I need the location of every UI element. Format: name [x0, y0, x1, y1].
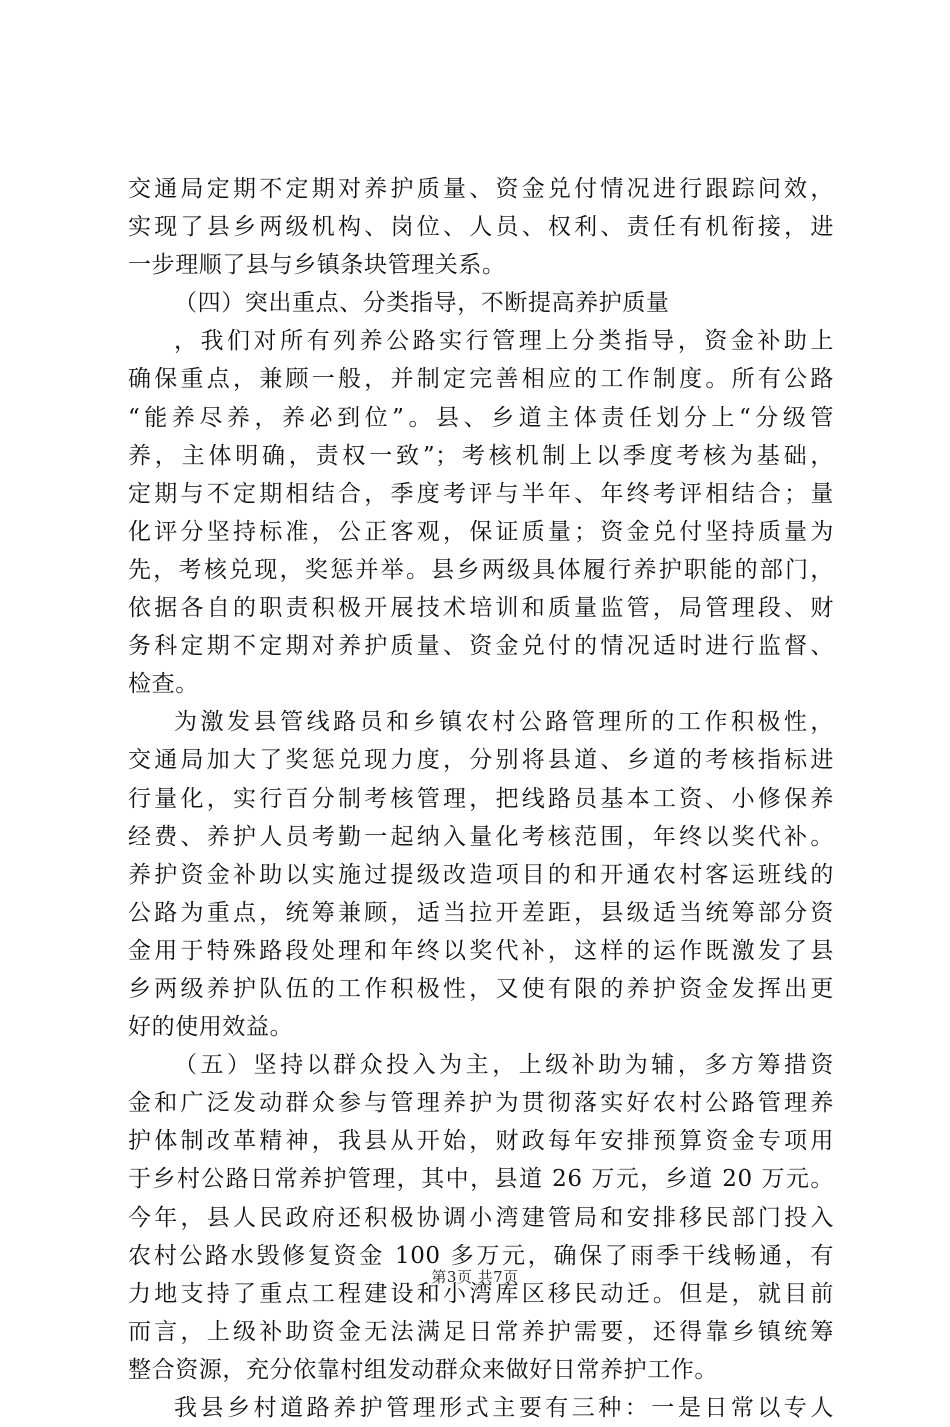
- text-line: 养护资金补助以实施过提级改造项目的和开通农村客运班线的: [128, 861, 834, 888]
- text-line: 护体制改革精神，我县从开始，财政每年安排预算资金专项用: [128, 1128, 834, 1155]
- text-line: 务科定期不定期对养护质量、资金兑付的情况适时进行监督、: [128, 633, 834, 660]
- text-line: 实现了县乡两级机构、岗位、人员、权利、责任有机衔接，进: [128, 214, 834, 241]
- page-number-footer: 第3页 共7页: [431, 1268, 519, 1286]
- text-line: 整合资源，充分依靠村组发动群众来做好日常养护工作。: [128, 1356, 718, 1383]
- text-line: 为激发县管线路员和乡镇农村公路管理所的工作积极性，: [174, 709, 834, 736]
- section-heading: （四）突出重点、分类指导，不断提高养护质量: [174, 290, 670, 317]
- text-line: 金用于特殊路段处理和年终以奖代补，这样的运作既激发了县: [128, 937, 834, 964]
- text-line: 交通局加大了奖惩兑现力度，分别将县道、乡道的考核指标进: [128, 747, 834, 774]
- text-line: “能养尽养，养必到位”。县、乡道主体责任划分上“分级管: [128, 404, 834, 431]
- text-line: 金和广泛发动群众参与管理养护为贯彻落实好农村公路管理养: [128, 1090, 834, 1117]
- text-line: 定期与不定期相结合，季度考评与半年、年终考评相结合；量: [128, 480, 834, 507]
- text-line: 行量化，实行百分制考核管理，把线路员基本工资、小修保养: [128, 785, 834, 812]
- text-line: 先，考核兑现，奖惩并举。县乡两级具体履行养护职能的部门，: [128, 556, 834, 583]
- text-line: 好的使用效益。: [128, 1014, 294, 1041]
- text-line: 一步理顺了县与乡镇条块管理关系。: [128, 252, 506, 279]
- text-line: 今年，县人民政府还积极协调小湾建管局和安排移民部门投入: [128, 1204, 834, 1231]
- text-line: 化评分坚持标准，公正客观，保证质量；资金兑付坚持质量为: [128, 518, 834, 545]
- text-line: 我县乡村道路养护管理形式主要有三种：一是日常以专人: [174, 1395, 834, 1421]
- document-body: [128, 170, 834, 1427]
- text-line: 而言，上级补助资金无法满足日常养护需要，还得靠乡镇统筹: [128, 1318, 834, 1345]
- text-line: 交通局定期不定期对养护质量、资金兑付情况进行跟踪问效，: [128, 176, 834, 202]
- text-line: ，我们对所有列养公路实行管理上分类指导，资金补助上: [174, 328, 834, 355]
- text-line: 乡两级养护队伍的工作积极性，又使有限的养护资金发挥出更: [128, 975, 834, 1002]
- text-line: 经费、养护人员考勤一起纳入量化考核范围，年终以奖代补。: [128, 823, 834, 850]
- text-line: 依据各自的职责积极开展技术培训和质量监管，局管理段、财: [128, 595, 834, 622]
- text-line: 检查。: [128, 671, 199, 698]
- text-line: 公路为重点，统筹兼顾，适当拉开差距，县级适当统筹部分资: [128, 899, 834, 926]
- text-line: 于乡村公路日常养护管理，其中，县道 26 万元，乡道 20 万元。: [128, 1166, 834, 1193]
- text-line: 养，主体明确，责权一致”；考核机制上以季度考核为基础，: [128, 442, 834, 469]
- text-line: 农村公路水毁修复资金 100 多万元，确保了雨季干线畅通，有: [128, 1242, 834, 1269]
- text-line: （五）坚持以群众投入为主，上级补助为辅，多方筹措资: [174, 1052, 834, 1079]
- text-line: 确保重点，兼顾一般，并制定完善相应的工作制度。所有公路: [128, 366, 834, 393]
- text-line: 力地支持了重点工程建设和小湾库区移民动迁。但是，就目前: [128, 1280, 834, 1307]
